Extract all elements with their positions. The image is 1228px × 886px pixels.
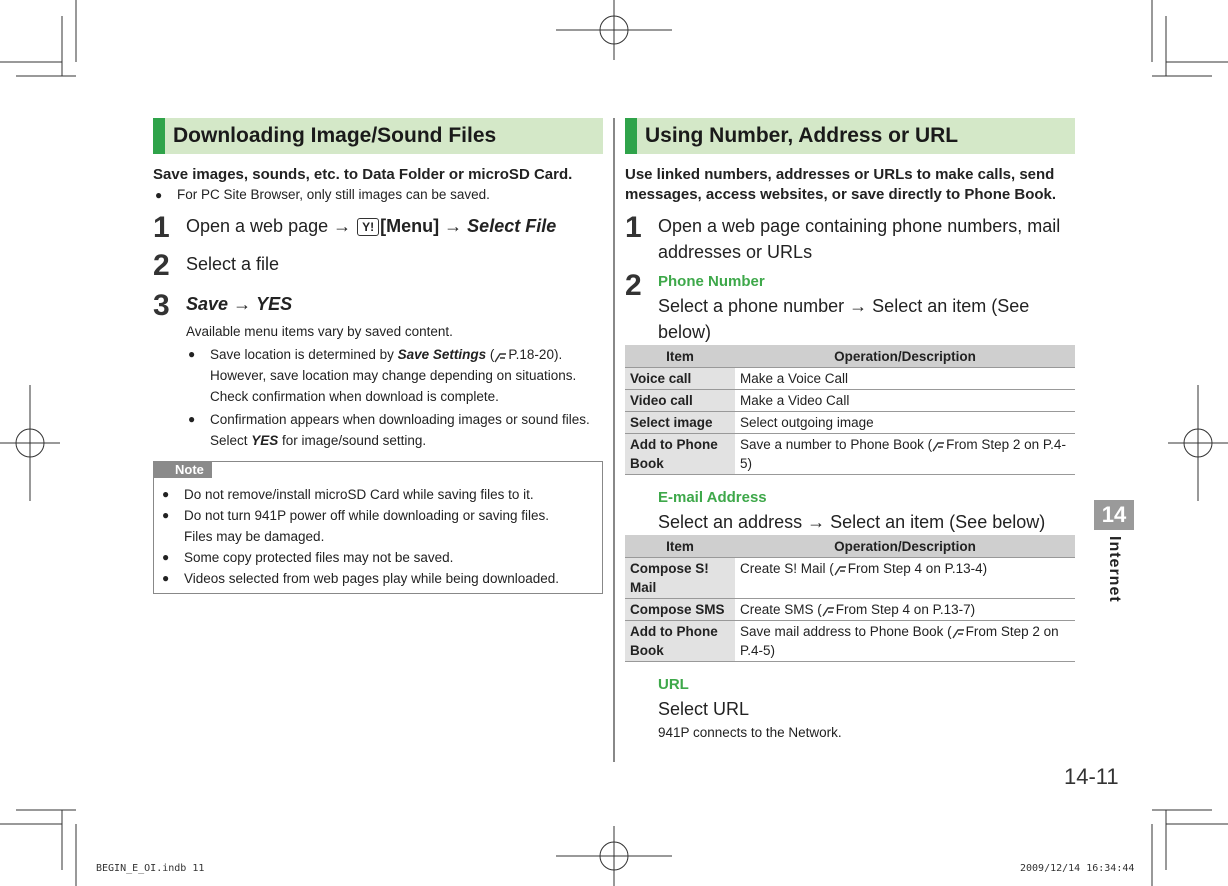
note-box (153, 461, 603, 594)
step-1: 1 Open a web page containing phone numbers, mail addresses or URLs (625, 211, 1061, 262)
table-row: Add to Phone Book Save a number to Phone Book ( From Step 2 on P.4-5) (625, 434, 1075, 475)
chapter-tab (1094, 500, 1134, 603)
bullet-item: ● Save location is determined by Save Settings ( P.18-20). However, save location may change depending on situations. Check confirmation when download is complete. (186, 344, 603, 407)
page-number: 14-11 (1064, 764, 1119, 789)
pointing-hand-icon (494, 349, 508, 361)
table-row: Video call Make a Video Call (625, 390, 1075, 412)
section-title-text: Using Number, Address or URL (645, 124, 959, 147)
section-title-text: Downloading Image/Sound Files (173, 124, 497, 147)
chapter-label: Internet (1106, 536, 1123, 603)
step-2: 2 Phone Number Select a phone number → Select an item (See below) Item Operation/Description Voice call Make a Voice Call Video call Make a Video Call Select image Select outgoing image Add to Phone Book Save a number to Phone Book ( From Step 2 on P.4-5) E-mail Address Select an address → Select an item (See below) Item Operation/Description Compose S! Mail Create S! Mail ( From Step 4 on P.13-4) Compose SMS Create SMS ( From Step 4 on P.13-7) Add to Phone Book Save mail address to Phone Book ( From Step 2 on P.4-5) URL Select URL 941P connects to the Network. (625, 271, 1075, 743)
note-label: Note (153, 461, 212, 478)
bullet-item: ● Confirmation appears when downloading images or sound files. Select YES for image/sound setting. (186, 409, 603, 451)
step-2: 2 Select a file (153, 249, 280, 282)
note-item: ● Videos selected from web pages play while being downloaded. (160, 568, 596, 589)
note-item: ● Do not remove/install microSD Card while saving files to it. (160, 484, 596, 505)
url-note: 941P connects to the Network. (658, 725, 842, 740)
arrow-icon: → (849, 296, 868, 316)
table-row: Compose S! Mail Create S! Mail ( From Step 4 on P.13-4) (625, 558, 1075, 599)
pointing-hand-icon (932, 439, 946, 451)
arrow-icon: → (233, 294, 252, 314)
phone-number-label: Phone Number (658, 273, 765, 290)
email-address-label: E-mail Address (658, 489, 767, 506)
table-row: Compose SMS Create SMS ( From Step 4 on P.13-7) (625, 599, 1075, 621)
table-row: Voice call Make a Voice Call (625, 368, 1075, 390)
step-1: 1 Open a web page → Y! [Menu] → Select File (153, 211, 557, 244)
slug-left: BEGIN_E_OI.indb 11 (96, 863, 205, 874)
pointing-hand-icon (822, 604, 836, 616)
column-divider (613, 118, 615, 762)
pointing-hand-icon (834, 563, 848, 575)
lead-text: Save images, sounds, etc. to Data Folder or microSD Card. (153, 166, 573, 183)
pointing-hand-icon (952, 626, 966, 638)
left-column (153, 118, 603, 594)
section-title-using (625, 118, 1075, 154)
table-row: Select image Select outgoing image (625, 412, 1075, 434)
arrow-icon: → (333, 216, 352, 236)
url-label: URL (658, 676, 689, 693)
note-item: ● Some copy protected files may not be saved. (160, 547, 596, 568)
table-row: Add to Phone Book Save mail address to Phone Book ( From Step 2 on P.4-5) (625, 621, 1075, 662)
email-address-table: Item Operation/Description Compose S! Mail Create S! Mail ( From Step 4 on P.13-4) Compose SMS Create SMS ( From Step 4 on P.13-7) Add to Phone Book Save mail address to Phone Book ( From Step 2 on P.4-5) (625, 535, 1075, 662)
chapter-number: 14 (1094, 500, 1134, 530)
section-title-download (153, 118, 603, 154)
bullet-item: ● For PC Site Browser, only still images can be saved. (153, 185, 603, 205)
arrow-icon: → (444, 216, 463, 236)
yahoo-key-icon: Y! (357, 218, 379, 236)
step-3-sub: Available menu items vary by saved content. (186, 324, 453, 339)
right-column (625, 118, 1075, 743)
arrow-icon: → (807, 512, 826, 532)
note-item: ● Do not turn 941P power off while downloading or saving files. Files may be damaged. (160, 505, 596, 547)
step-3: 3 Save → YES Available menu items vary by saved content. ● Save location is determined by Save Settings ( P.18-20). However, save location may change depending on situations. Check confirmation when download is complete. ● Confirmation appears when downloading images or sound files. Select YES for image/sound setting. (153, 291, 603, 451)
slug-right: 2009/12/14 16:34:44 (1020, 863, 1135, 874)
phone-number-table: Item Operation/Description Voice call Make a Voice Call Video call Make a Video Call Select image Select outgoing image Add to Phone Book Save a number to Phone Book ( From Step 2 on P.4-5) (625, 345, 1075, 475)
lead-text: Use linked numbers, addresses or URLs to make calls, send messages, access websites, or save directly to Phone Book. (625, 166, 1057, 203)
